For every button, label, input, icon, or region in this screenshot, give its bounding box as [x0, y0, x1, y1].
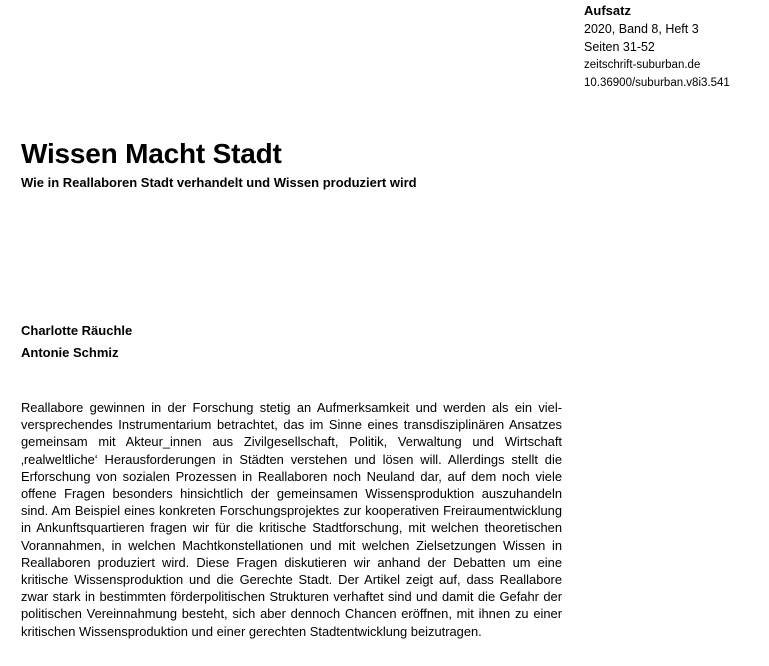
article-subtitle: Wie in Reallaboren Stadt verhandelt und Wissen produziert wird: [21, 175, 417, 190]
author-name: Charlotte Räuchle: [21, 323, 133, 338]
publication-meta: [584, 2, 730, 92]
volume-info: 2020, Band 8, Heft 3: [584, 22, 699, 36]
article-type-label: Aufsatz: [584, 3, 631, 18]
author-name: Antonie Schmiz: [21, 345, 119, 360]
journal-website-link[interactable]: zeitschrift-suburban.de: [584, 59, 701, 71]
article-title: Wissen Macht Stadt: [21, 138, 282, 169]
article-abstract: Reallabore gewinnen in der Forschung stetig an Aufmerksamkeit und werden als ein vielversprechendes Instrumentarium betrachtet, das im Sinne eines transdisziplinären Ansatzes gemeinsam mit Akteur_innen aus Zivilgesellschaft, Politik, Verwaltung und Wirtschaft ‚realweltliche‘ Herausforderungen in Städten verstehen und lösen will. Allerdings stellt die Erforschung von sozialen Prozessen in Reallaboren noch Neuland dar, auf dem noch viele offene Fragen besonders hinsichtlich der gemeinsamen Wissensproduktion auszuhandeln sind. Am Beispiel eines konkreten Forschungsprojektes zur kooperativen Freiraumentwicklung in Ankunftsquartieren fragen wir für die kritische Stadtforschung, mit welchen theoretischen Vorannahmen, in welchen Machtkonstellationen und mit welchen Zielsetzungen Wissen in Reallaboren produziert wird. Diese Fragen diskutieren wir anhand der Debatten um eine kritische Wissensproduktion und die Gerechte Stadt. Der Artikel zeigt auf, dass Reallabore zwar stark in bestimmten förderpolitischen Strukturen verhaftet sind und damit die Gefahr der politischen Vereinnahmung besteht, sich aber dennoch Chancen eröffnen, mit ihnen zu einer kritischen Wissensproduktion und einer gerechten Stadtentwicklung beizutragen.: [21, 400, 562, 639]
page-range: Seiten 31-52: [584, 40, 655, 54]
doi-link[interactable]: 10.36900/suburban.v8i3.541: [584, 77, 730, 89]
